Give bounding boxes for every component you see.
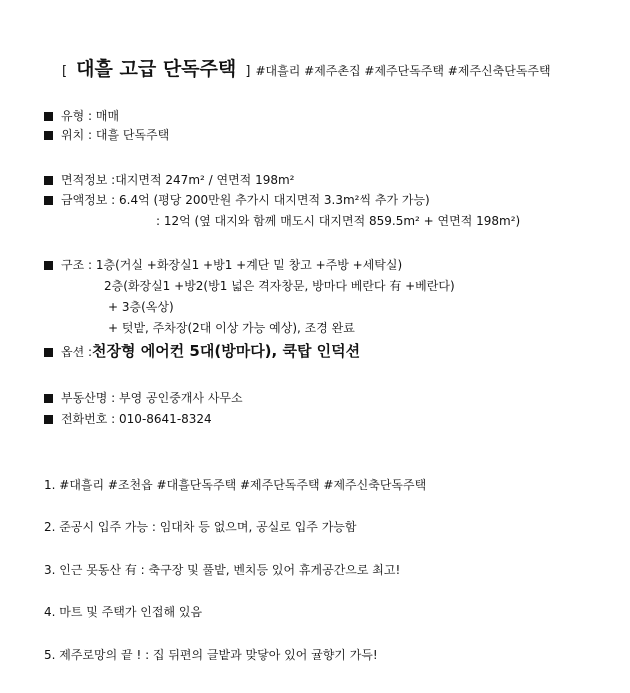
structure-text-2: 2층(화장실1 +방2(방1 넓은 격자창문, 방마다 베란다 有 +베란다) xyxy=(104,279,455,293)
price-row-2 xyxy=(156,213,520,229)
square-bullet-icon xyxy=(44,112,53,121)
price-row xyxy=(44,192,430,208)
location-row xyxy=(44,127,169,143)
structure-text: 구조 : 1층(거실 +화장실1 +방1 +계단 밑 창고 +주방 +세탁실) xyxy=(61,258,403,272)
structure-row-3 xyxy=(108,299,174,315)
square-bullet-icon xyxy=(44,394,53,403)
list-item: 5. 제주로망의 끝 ! : 집 뒤편의 글밭과 맞닿아 있어 귤향기 가득! xyxy=(44,648,378,662)
square-bullet-icon xyxy=(44,261,53,270)
listing-title xyxy=(62,54,551,81)
square-bullet-icon xyxy=(44,348,53,357)
list-item: 1. #대흘리 #조천읍 #대흘단독주택 #제주단독주택 #제주신축단독주택 xyxy=(44,478,427,492)
phone-text: 전화번호 : 010-8641-8324 xyxy=(61,412,212,426)
area-row xyxy=(44,172,294,188)
price-text-2: : 12억 (옆 대지와 함께 매도시 대지면적 859.5m² + 연면적 198m²) xyxy=(156,214,521,228)
title-bracket-close: ] xyxy=(245,64,251,79)
title-bracket-open: [ xyxy=(62,64,68,79)
page-title: 대흘 고급 단독주택 xyxy=(76,58,237,80)
area-text: 면적정보 :대지면적 247m² / 연면적 198m² xyxy=(61,173,295,187)
square-bullet-icon xyxy=(44,131,53,140)
square-bullet-icon xyxy=(44,176,53,185)
structure-row-2 xyxy=(104,278,455,294)
list-item: 4. 마트 및 주택가 인접해 있음 xyxy=(44,605,203,619)
type-text: 유형 : 매매 xyxy=(61,109,120,123)
square-bullet-icon xyxy=(44,196,53,205)
title-hashtags: #대흘리 #제주촌집 #제주단독주택 #제주신축단독주택 xyxy=(255,64,551,78)
structure-row xyxy=(44,257,402,273)
option-label: 옵션 : xyxy=(61,345,93,359)
type-row xyxy=(44,108,119,124)
structure-text-4: + 텃밭, 주차장(2대 이상 가능 예상), 조경 완료 xyxy=(108,321,355,335)
phone-row xyxy=(44,411,212,427)
structure-row-4 xyxy=(108,320,355,336)
list-item: 2. 준공시 입주 가능 : 임대차 등 없으며, 공실로 입주 가능함 xyxy=(44,520,357,534)
option-value: 천장형 에어컨 5대(방마다), 쿡탑 인덕션 xyxy=(92,342,361,360)
option-row xyxy=(44,343,360,360)
price-text: 금액정보 : 6.4억 (평당 200만원 추가시 대지면적 3.3m²씩 추가 가능) xyxy=(61,193,430,207)
square-bullet-icon xyxy=(44,415,53,424)
location-text: 위치 : 대흘 단독주택 xyxy=(61,128,170,142)
list-item: 3. 인근 못동산 有 : 축구장 및 풀밭, 벤치등 있어 휴게공간으로 최고! xyxy=(44,563,401,577)
structure-text-3: + 3층(옥상) xyxy=(108,300,174,314)
agency-text: 부동산명 : 부영 공인중개사 사무소 xyxy=(61,391,243,405)
agency-row xyxy=(44,390,243,406)
